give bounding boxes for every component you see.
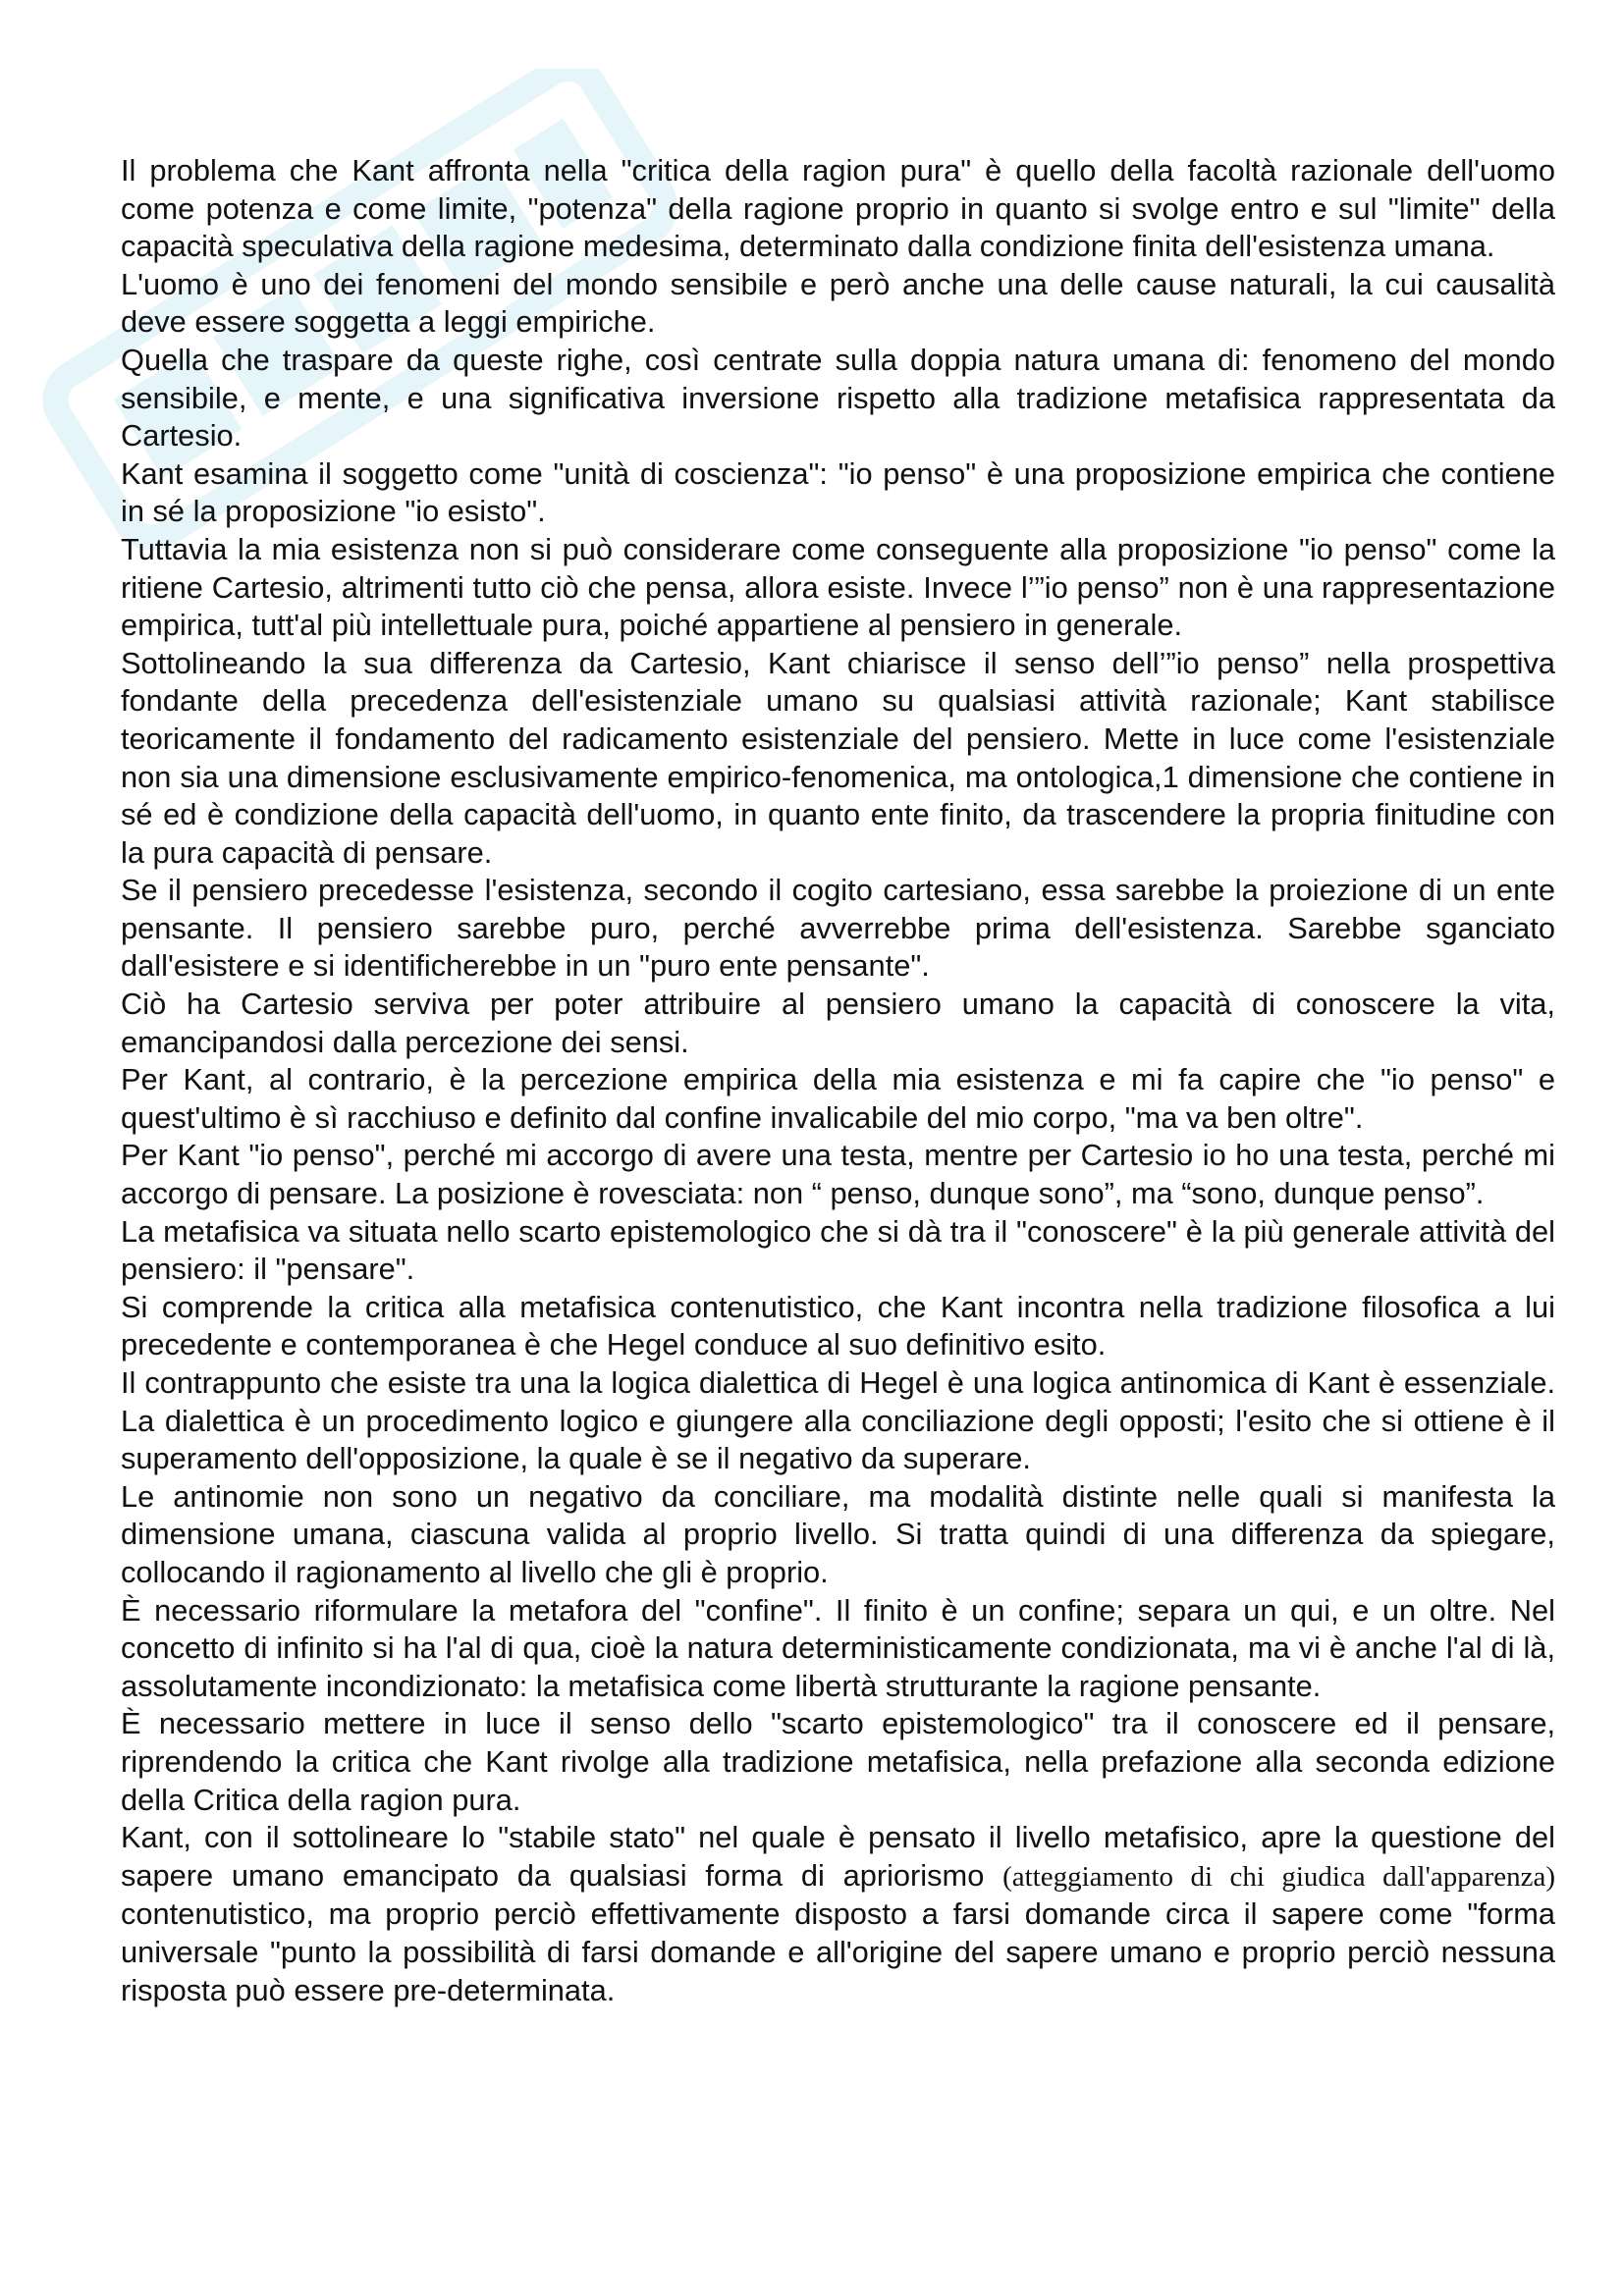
paragraph: Sottolineando la sua differenza da Cartesio, Kant chiarisce il senso dell’”io penso” nella prospettiva fondante della precedenza dell'esistenziale umano su qualsiasi attività razionale; Kant stabilisce teoricamente il fondamento del radicamento esistenziale del pensiero. Mette in luce come l'esistenziale non sia una dimensione esclusivamente empirico-fenomenica, ma ontologica,1 dimensione che contiene in sé ed è condizione della capacità dell'uomo, in quanto ente finito, da trascendere la propria finitudine con la pura capacità di pensare. (121, 645, 1555, 870)
paragraph: Si comprende la critica alla metafisica contenutistico, che Kant incontra nella tradizione filosofica a lui precedente e contemporanea è che Hegel conduce al suo definitivo esito. (121, 1289, 1555, 1362)
paragraph: Se il pensiero precedesse l'esistenza, secondo il cogito cartesiano, essa sarebbe la proiezione di un ente pensante. Il pensiero sarebbe puro, perché avverrebbe prima dell'esistenza. Sarebbe sganciato dall'esistere e si identificherebbe in un "puro ente pensante". (121, 873, 1555, 984)
paragraph: Kant esamina il soggetto come "unità di coscienza": "io penso" è una proposizione empirica che contiene in sé la proposizione "io esisto". (121, 455, 1555, 529)
paragraph: Il contrappunto che esiste tra una la logica dialettica di Hegel è una logica antinomica di Kant è essenziale. La dialettica è un procedimento logico e giungere alla conciliazione degli opposti; l'esito che si ottiene è il superamento dell'opposizione, la quale è se il negativo da superare. (121, 1365, 1555, 1476)
apriorismo-note: (atteggiamento di chi giudica dall'apparenza) (1002, 1860, 1555, 1893)
paragraph: Le antinomie non sono un negativo da conciliare, ma modalità distinte nelle quali si manifesta la dimensione umana, ciascuna valida al proprio livello. Si tratta quindi di una differenza da spiegare, collocando il ragionamento al livello che gli è proprio. (121, 1478, 1555, 1589)
paragraph: Tuttavia la mia esistenza non si può considerare come conseguente alla proposizione "io penso" come la ritiene Cartesio, altrimenti tutto ciò che pensa, allora esiste. Invece l’”io penso” non è una rappresentazione empirica, tutt'al più intellettuale pura, poiché appartiene al pensiero in generale. (121, 531, 1555, 643)
paragraph: Ciò ha Cartesio serviva per poter attribuire al pensiero umano la capacità di conoscere la vita, emancipandosi dalla percezione dei sensi. (121, 987, 1555, 1059)
paragraph: Per Kant, al contrario, è la percezione empirica della mia esistenza e mi fa capire che "io penso" e quest'ultimo è sì racchiuso e definito dal confine invalicabile del mio corpo, "ma va ben oltre". (121, 1062, 1555, 1135)
last-paragraph (121, 1819, 1555, 2009)
paragraph: Il problema che Kant affronta nella "critica della ragion pura" è quello della facoltà razionale dell'uomo come potenza e come limite, "potenza" della ragione proprio in quanto si svolge entro e sul "limite" della capacità speculativa della ragione medesima, determinato dalla condizione finita dell'esistenza umana. (121, 153, 1555, 264)
paragraph: È necessario mettere in luce il senso dello "scarto epistemologico" tra il conoscere ed il pensare, riprendendo la critica che Kant rivolge alla tradizione metafisica, nella prefazione alla seconda edizione della Critica della ragion pura. (121, 1706, 1555, 1817)
paragraph: L'uomo è uno dei fenomeni del mondo sensibile e però anche una delle cause naturali, la cui causalità deve essere soggetta a leggi empiriche. (121, 266, 1555, 340)
last-paragraph-text-after: contenutistico, ma proprio perciò effettivamente disposto a farsi domande circa il sapere come "forma universale "punto la possibilità di farsi domande e all'origine del sapere umano e proprio perciò nessuna risposta può essere pre-determinata. (121, 1896, 1555, 2007)
last-paragraph-text-before: Kant, con il sottolineare lo "stabile stato" nel quale è pensato il livello metafisico, apre la questione del sapere umano emancipato da qualsiasi forma di apriorismo (121, 1820, 1555, 1893)
paragraph: Per Kant "io penso", perché mi accorgo di avere una testa, mentre per Cartesio io ho una testa, perché mi accorgo di pensare. La posizione è rovesciata: non “ penso, dunque sono”, ma “sono, dunque penso”. (121, 1138, 1555, 1211)
paragraph: È necessario riformulare la metafora del "confine". Il finito è un confine; separa un qui, e un oltre. Nel concetto di infinito si ha l'al di qua, cioè la natura deterministicamente condizionata, ma vi è anche l'al di là, assolutamente incondizionato: la metafisica come libertà strutturante la ragione pensante. (121, 1592, 1555, 1703)
paragraph: La metafisica va situata nello scarto epistemologico che si dà tra il "conoscere" è la più generale attività del pensiero: il "pensare". (121, 1213, 1555, 1287)
document-body (121, 152, 1555, 2009)
paragraph: Quella che traspare da queste righe, così centrate sulla doppia natura umana di: fenomeno del mondo sensibile, e mente, e una significativa inversione rispetto alla tradizione metafisica rappresentata da Cartesio. (121, 342, 1555, 454)
